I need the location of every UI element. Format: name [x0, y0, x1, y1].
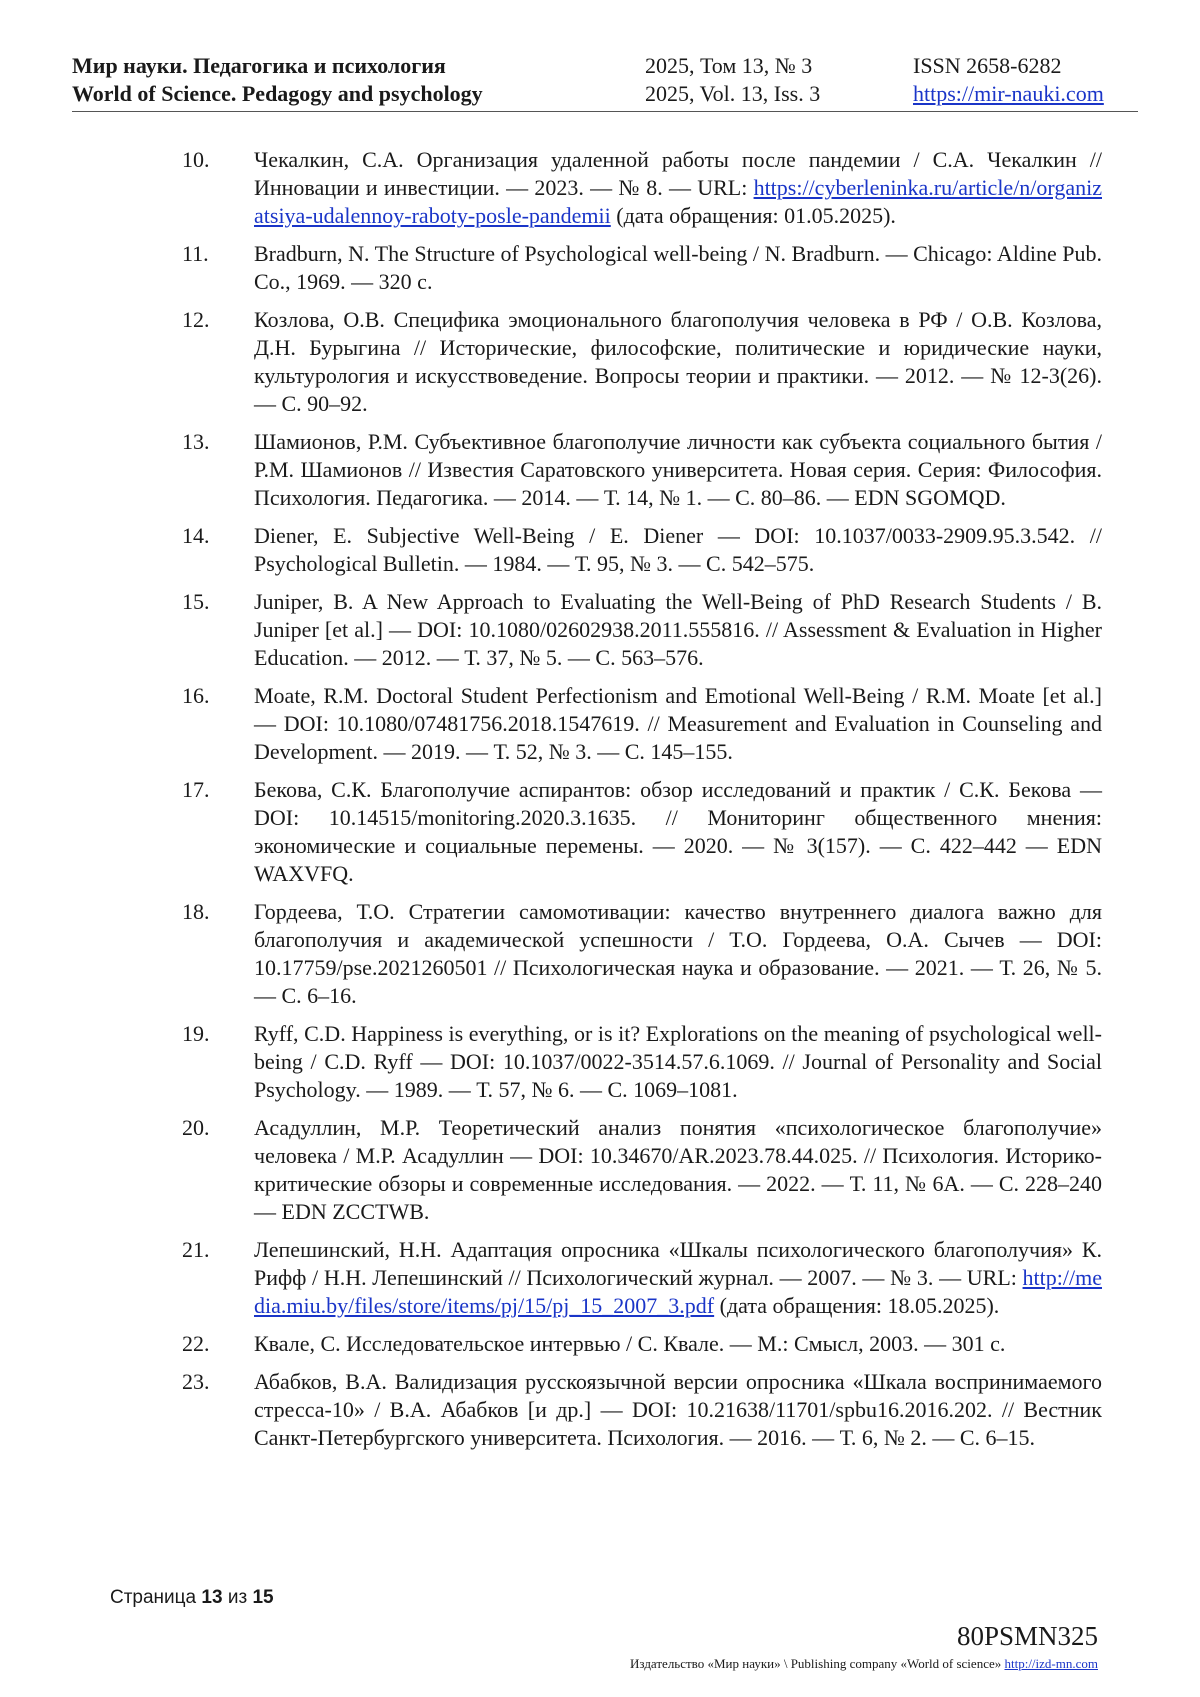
- reference-text: [254, 428, 1102, 512]
- reference-text: [254, 146, 1102, 230]
- reference-number: 18.: [182, 899, 210, 924]
- reference-body: Гордеева, Т.О. Стратегии самомотивации: качество внутреннего диалога важно для благополучия и академической успешности / Т.О. Гордеева, О.А. Сычев — DOI: 10.17759/pse.2021260501 // Психологическая наука и образование. — 2021. — Т. 26, № 5. — С. 6–16.: [254, 899, 1102, 1008]
- reference-tail: (дата обращения: 01.05.2025).: [610, 203, 896, 228]
- reference-item: [182, 1020, 1102, 1104]
- reference-number: 20.: [182, 1115, 210, 1140]
- reference-item: [182, 1368, 1102, 1452]
- page-header: [72, 48, 1138, 112]
- page-total: 15: [252, 1587, 274, 1608]
- reference-item: [182, 146, 1102, 230]
- page-prefix: Страница: [110, 1587, 197, 1608]
- reference-number: 15.: [182, 589, 210, 614]
- reference-item: [182, 306, 1102, 418]
- reference-text: [254, 776, 1102, 888]
- journal-title-ru: Мир науки. Педагогика и психология: [72, 53, 446, 78]
- reference-item: [182, 522, 1102, 578]
- reference-number: 17.: [182, 777, 210, 802]
- reference-body: Ryff, C.D. Happiness is everything, or is it? Explorations on the meaning of psychological well-being / C.D. Ryff — DOI: 10.1037/0022-3514.57.6.1069. // Journal of Personality and Social Psychology. — 1989. — Т. 57, № 6. — С. 1069–1081.: [254, 1021, 1102, 1102]
- reference-number: 16.: [182, 683, 210, 708]
- reference-item: [182, 682, 1102, 766]
- reference-text: [254, 1330, 1102, 1358]
- reference-item: [182, 776, 1102, 888]
- reference-url-link[interactable]: https://cyberleninka.ru/article/n/organizatsiya-udalennoy-raboty-posle-pandemii: [254, 175, 1102, 228]
- article-code: 80PSMN325: [956, 1621, 1098, 1651]
- header-row-en: [72, 80, 1138, 108]
- issue-ru: 2025, Том 13, № 3: [645, 53, 813, 78]
- reference-number: 11.: [182, 241, 209, 266]
- reference-body: Бекова, С.К. Благополучие аспирантов: обзор исследований и практик / С.К. Бекова — DOI: 10.14515/monitoring.2020.3.1635. // Мониторинг общественного мнения: экономические и социальные перемены. — 2020. — № 3(157). — С. 422–442 — EDN WAXVFQ.: [254, 777, 1102, 886]
- reference-number: 19.: [182, 1021, 210, 1046]
- page-of: из: [227, 1587, 248, 1608]
- header-row-ru: [72, 52, 1138, 80]
- reference-list: [182, 146, 1102, 1462]
- reference-text: [254, 306, 1102, 418]
- reference-item: [182, 1114, 1102, 1226]
- reference-url-link[interactable]: http://media.miu.by/files/store/items/pj/15/pj_15_2007_3.pdf: [254, 1265, 1102, 1318]
- journal-site-link[interactable]: https://mir-nauki.com: [913, 81, 1104, 106]
- reference-item: [182, 588, 1102, 672]
- reference-number: 12.: [182, 307, 210, 332]
- reference-number: 13.: [182, 429, 210, 454]
- reference-item: [182, 1236, 1102, 1320]
- reference-text: [254, 898, 1102, 1010]
- reference-tail: (дата обращения: 18.05.2025).: [714, 1293, 1000, 1318]
- reference-body: Квале, С. Исследовательское интервью / С. Квале. — М.: Смысл, 2003. — 301 с.: [254, 1331, 1006, 1356]
- issn: ISSN 2658-6282: [913, 53, 1062, 78]
- publisher-line: [630, 1655, 1098, 1673]
- reference-body: Чекалкин, С.А. Организация удаленной работы после пандемии / С.А. Чекалкин // Инновации и инвестиции. — 2023. — № 8. — URL:: [254, 147, 1102, 200]
- reference-item: [182, 898, 1102, 1010]
- publisher-text: Издательство «Мир науки» \ Publishing company «World of science»: [630, 1656, 1002, 1671]
- reference-body: Juniper, B. A New Approach to Evaluating the Well-Being of PhD Research Students / B. Juniper [et al.] — DOI: 10.1080/02602938.2011.555816. // Assessment & Evaluation in Higher Education. — 2012. — Т. 37, № 5. — С. 563–576.: [254, 589, 1102, 670]
- journal-title-en: World of Science. Pedagogy and psychology: [72, 81, 483, 106]
- reference-body: Bradburn, N. The Structure of Psychological well-being / N. Bradburn. — Chicago: Aldine Pub. Co., 1969. — 320 с.: [254, 241, 1102, 294]
- page-number: [110, 1586, 274, 1610]
- page-current: 13: [201, 1587, 223, 1608]
- reference-text: [254, 1020, 1102, 1104]
- reference-number: 23.: [182, 1369, 210, 1394]
- reference-number: 21.: [182, 1237, 210, 1262]
- reference-item: [182, 1330, 1102, 1358]
- reference-text: [254, 1368, 1102, 1452]
- reference-item: [182, 240, 1102, 296]
- issue-en: 2025, Vol. 13, Iss. 3: [645, 81, 821, 106]
- reference-text: [254, 240, 1102, 296]
- reference-body: Лепешинский, Н.Н. Адаптация опросника «Шкалы психологического благополучия» К. Рифф / Н.Н. Лепешинский // Психологический журнал. — 2007. — № 3. — URL:: [254, 1237, 1102, 1290]
- reference-text: [254, 1114, 1102, 1226]
- reference-body: Moate, R.M. Doctoral Student Perfectionism and Emotional Well-Being / R.M. Moate [et al.] — DOI: 10.1080/07481756.2018.1547619. // Measurement and Evaluation in Counseling and Development. — 2019. — Т. 52, № 3. — С. 145–155.: [254, 683, 1102, 764]
- reference-text: [254, 522, 1102, 578]
- reference-body: Абабков, В.А. Валидизация русскоязычной версии опросника «Шкала воспринимаемого стресса-10» / В.А. Абабков [и др.] — DOI: 10.21638/11701/spbu16.2016.202. // Вестник Санкт-Петербургского университета. Психология. — 2016. — Т. 6, № 2. — С. 6–15.: [254, 1369, 1102, 1450]
- reference-text: [254, 588, 1102, 672]
- reference-number: 22.: [182, 1331, 210, 1356]
- reference-number: 14.: [182, 523, 210, 548]
- reference-body: Козлова, О.В. Специфика эмоционального благополучия человека в РФ / О.В. Козлова, Д.Н. Бурыгина // Исторические, философские, политические и юридические науки, культурология и искусствоведение. Вопросы теории и практики. — 2012. — № 12-3(26). — С. 90–92.: [254, 307, 1102, 416]
- publisher-link[interactable]: http://izd-mn.com: [1004, 1656, 1098, 1671]
- reference-number: 10.: [182, 147, 210, 172]
- reference-text: [254, 1236, 1102, 1320]
- reference-body: Diener, E. Subjective Well-Being / E. Diener — DOI: 10.1037/0033-2909.95.3.542. // Psychological Bulletin. — 1984. — Т. 95, № 3. — С. 542–575.: [254, 523, 1102, 576]
- reference-body: Шамионов, Р.М. Субъективное благополучие личности как субъекта социального бытия / Р.М. Шамионов // Известия Саратовского университета. Новая серия. Серия: Философия. Психология. Педагогика. — 2014. — Т. 14, № 1. — С. 80–86. — EDN SGOMQD.: [254, 429, 1102, 510]
- reference-item: [182, 428, 1102, 512]
- reference-body: Асадуллин, М.Р. Теоретический анализ понятия «психологическое благополучие» человека / М.Р. Асадуллин — DOI: 10.34670/AR.2023.78.44.025. // Психология. Историко-критические обзоры и современные исследования. — 2022. — Т. 11, № 6А. — С. 228–240 — EDN ZCCTWB.: [254, 1115, 1102, 1224]
- reference-text: [254, 682, 1102, 766]
